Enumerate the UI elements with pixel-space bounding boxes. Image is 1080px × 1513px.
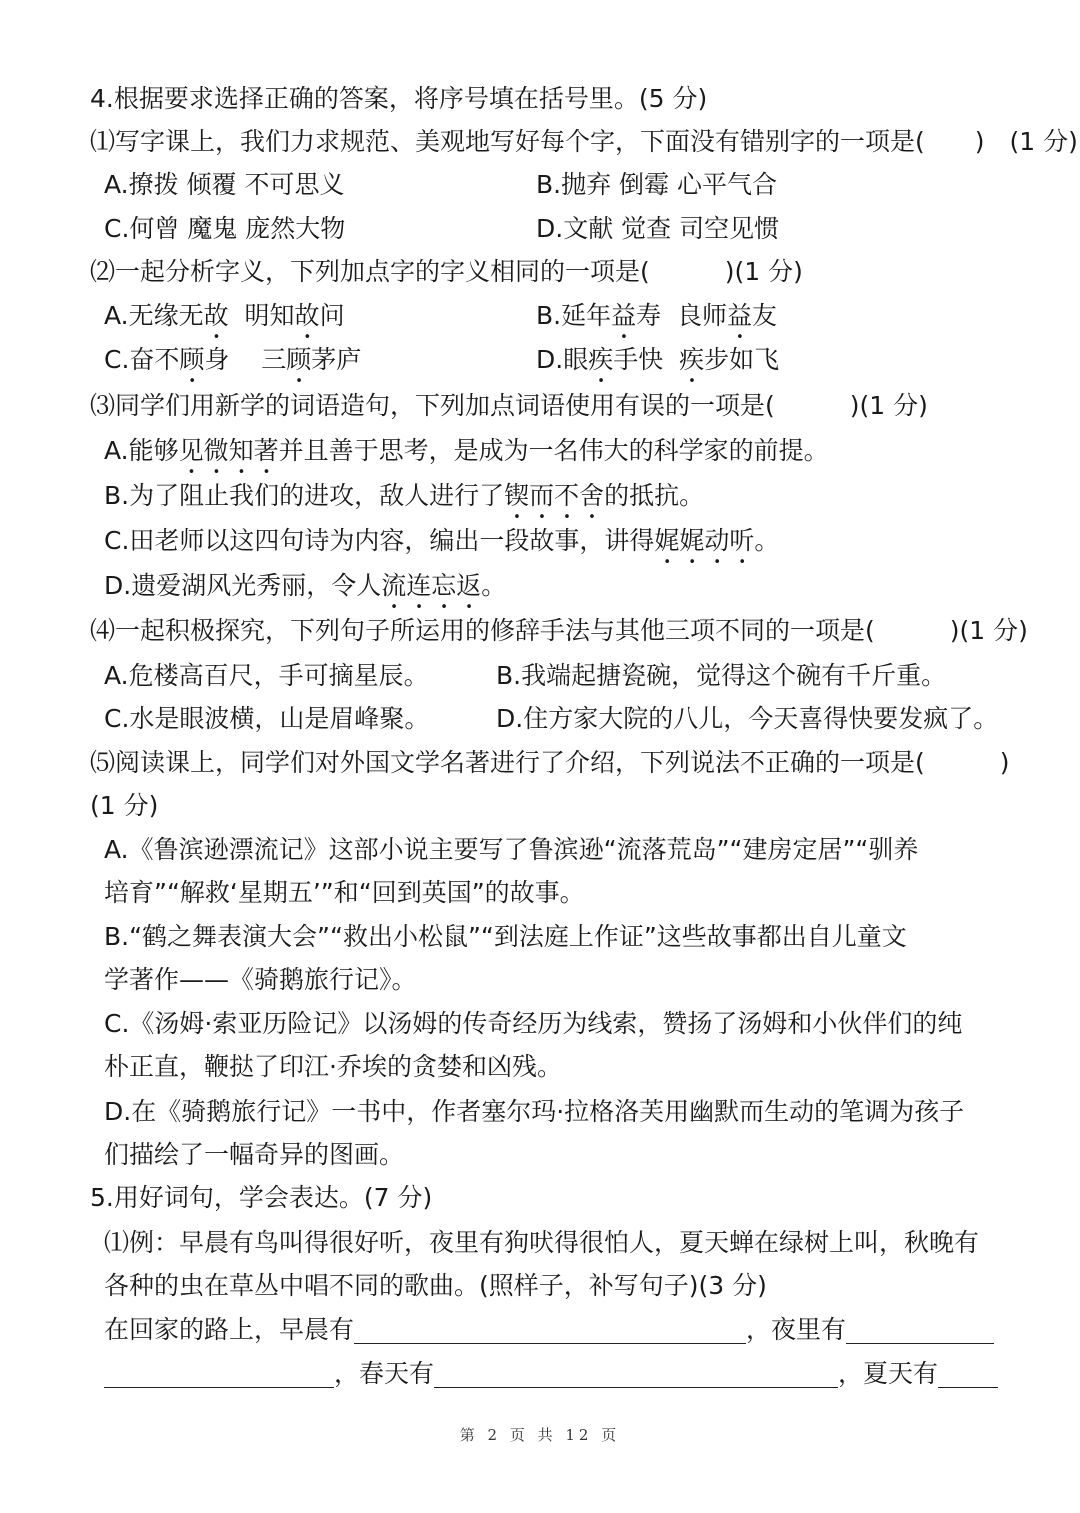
q4-s3-option-b: B.为了阻止我们的进攻，敌人进行了锲而不舍的抵抗。 bbox=[104, 481, 705, 510]
q4-s4-option-d: D.住方家大院的八儿，今天喜得快要发疯了。 bbox=[496, 704, 999, 733]
q4-s5-option-b-line2: 学著作——《骑鹅旅行记》。 bbox=[104, 965, 417, 994]
q4-s5-option-a-line1: A.《鲁滨逊漂流记》这部小说主要写了鲁滨逊“流落荒岛”“建房定居”“驯养 bbox=[104, 835, 919, 864]
q4-s1-option-b: B.抛弃 倒霉 心平气合 bbox=[536, 170, 777, 199]
fill-blank[interactable] bbox=[434, 1359, 838, 1388]
q4-s3-option-c: C.田老师以这四句诗为内容，编出一段故事，讲得娓娓动听。 bbox=[104, 526, 780, 555]
q4-s5-option-b-line1: B.“鹤之舞表演大会”“救出小松鼠”“到法庭上作证”这些故事都出自儿童文 bbox=[104, 922, 907, 951]
page-footer: 第 2 页 共 12 页 bbox=[459, 1426, 621, 1444]
q4-s5-option-d-line2: 们描绘了一幅奇异的图画。 bbox=[104, 1140, 405, 1169]
fill-blank[interactable] bbox=[846, 1315, 994, 1344]
q4-s4-options-row1 bbox=[0, 659, 1080, 693]
fill-blank[interactable] bbox=[354, 1315, 746, 1344]
q4-s5-option-c-line1: C.《汤姆·索亚历险记》以汤姆的传奇经历为线索，赞扬了汤姆和小伙伴们的纯 bbox=[104, 1009, 963, 1038]
q4-s3-stem: ⑶同学们用新学的词语造句，下列加点词语使用有误的一项是( )(1 分) bbox=[90, 391, 928, 420]
q4-s4-option-b: B.我端起搪瓷碗，觉得这个碗有千斤重。 bbox=[496, 661, 947, 690]
q4-s2-option-d: D.眼疾手快 疾步如飞 bbox=[536, 345, 780, 374]
q4-s3-option-a: A.能够见微知著并且善于思考，是成为一名伟大的科学家的前提。 bbox=[104, 436, 829, 465]
q4-s5-option-a-line2: 培育”“解救‘星期五’”和“回到英国”的故事。 bbox=[104, 878, 585, 907]
q5-s1-line2: 各种的虫在草丛中唱不同的歌曲。(照样子，补写句子)(3 分) bbox=[104, 1271, 767, 1300]
q4-s4-option-a: A.危楼高百尺，手可摘星辰。 bbox=[104, 661, 429, 690]
q4-s5-option-c-line2: 朴正直，鞭挞了印江·乔埃的贪婪和凶残。 bbox=[104, 1052, 562, 1081]
q4-s4-stem: ⑷一起积极探究，下列句子所运用的修辞手法与其他三项不同的一项是( )(1 分) bbox=[90, 616, 1028, 645]
q4-s2-options-row2 bbox=[0, 343, 1080, 389]
q4-s4-options-row2 bbox=[0, 702, 1080, 736]
q4-s1-options-row1 bbox=[0, 168, 1080, 202]
q4-s2-options-row1 bbox=[0, 299, 1080, 345]
q5-title: 5.用好词句，学会表达。(7 分) bbox=[90, 1183, 433, 1212]
q5-fill-line1: 在回家的路上，早晨有 ，夜里有 bbox=[0, 1313, 1080, 1347]
q4-s3-option-d: D.遗爱湖风光秀丽，令人流连忘返。 bbox=[104, 571, 507, 600]
q4-s2-option-a: A.无缘无故 明知故问 bbox=[104, 301, 345, 330]
q4-s5-option-d-line1: D.在《骑鹅旅行记》一书中，作者塞尔玛·拉格洛芙用幽默而生动的笔调为孩子 bbox=[104, 1097, 965, 1126]
q5-fill-line2: ，春天有 ，夏天有 bbox=[0, 1357, 1080, 1391]
q4-s1-options-row2 bbox=[0, 212, 1080, 246]
fill-blank[interactable] bbox=[938, 1359, 998, 1388]
q4-s1-stem: ⑴写字课上，我们力求规范、美观地写好每个字，下面没有错别字的一项是( ) (1 分) bbox=[90, 127, 1078, 156]
q4-title: 4.根据要求选择正确的答案，将序号填在括号里。(5 分) bbox=[90, 84, 708, 113]
q4-s1-option-d: D.文献 觉查 司空见惯 bbox=[536, 214, 780, 243]
q4-s2-stem: ⑵一起分析字义，下列加点字的字义相同的一项是( )(1 分) bbox=[90, 257, 803, 286]
q4-s2-option-c: C.奋不顾身 三顾茅庐 bbox=[104, 345, 362, 374]
q4-s1-option-c: C.何曾 魔鬼 庞然大物 bbox=[104, 214, 346, 243]
q4-s5-stem: ⑸阅读课上，同学们对外国文学名著进行了介绍，下列说法不正确的一项是( ) bbox=[90, 748, 1010, 777]
q4-s4-option-c: C.水是眼波横，山是眉峰聚。 bbox=[104, 704, 430, 733]
q5-s1-line1: ⑴例：早晨有鸟叫得很好听，夜里有狗吠得很怕人，夏天蝉在绿树上叫，秋晚有 bbox=[104, 1228, 980, 1257]
q4-s5-score: (1 分) bbox=[90, 791, 159, 820]
fill-blank[interactable] bbox=[104, 1359, 334, 1388]
q4-s1-option-a: A.撩拨 倾覆 不可思义 bbox=[104, 170, 345, 199]
q4-s2-option-b: B.延年益寿 良师益友 bbox=[536, 301, 778, 330]
